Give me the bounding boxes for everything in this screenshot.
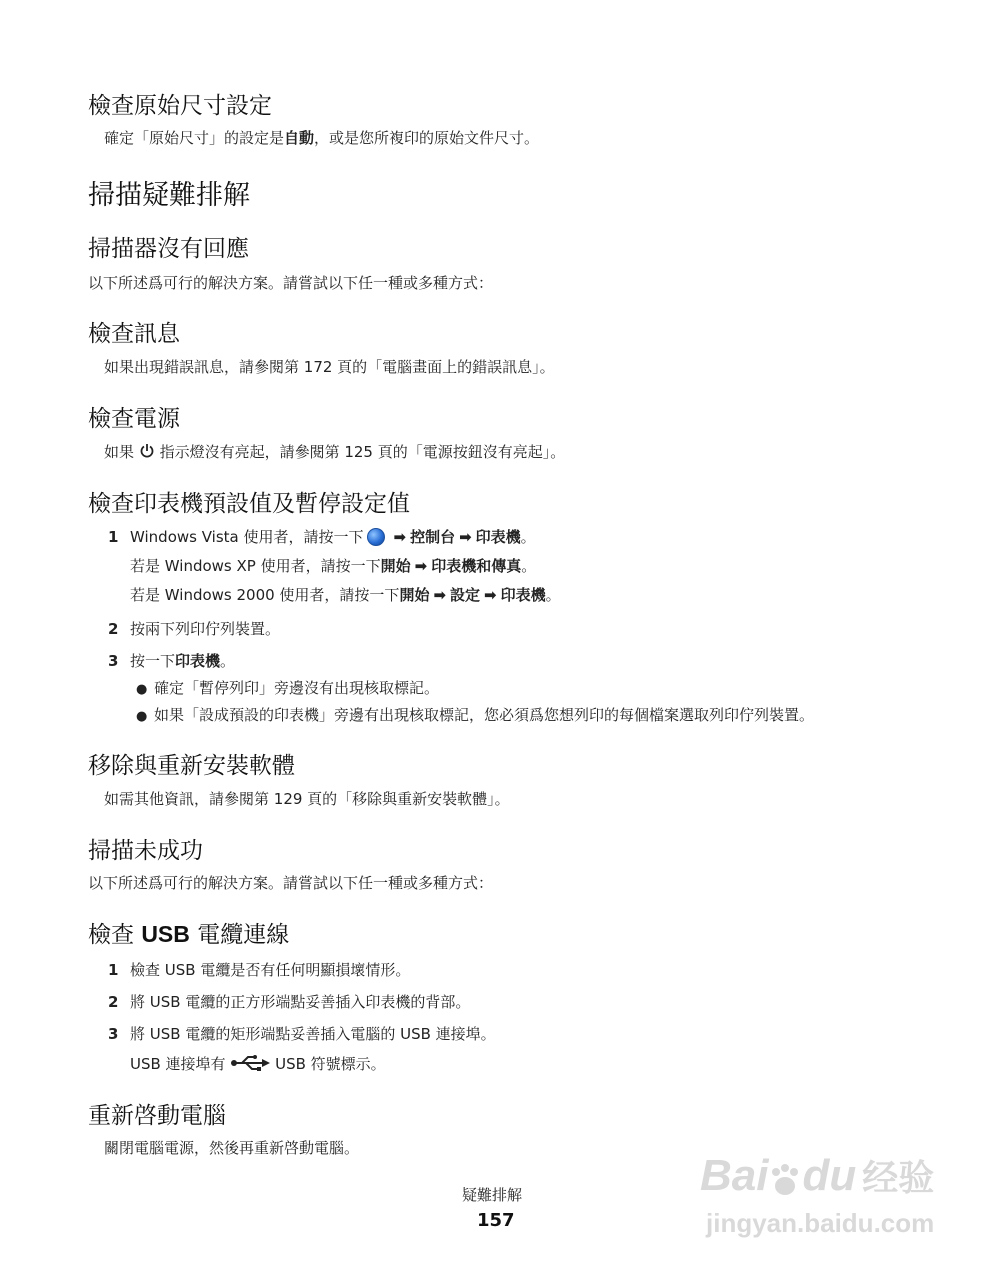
text: 檢查 USB 電纜是否有任何明顯損壞情形。	[130, 961, 411, 979]
step-1-2000	[130, 584, 561, 605]
bold-text: 印表機	[175, 652, 221, 670]
text: 確定「暫停列印」旁邊沒有出現核取標記。	[154, 679, 440, 697]
text: 。	[521, 557, 537, 575]
arrow-icon: ➡	[484, 586, 497, 604]
text: 若是 Windows XP 使用者，請按一下	[130, 557, 381, 575]
bold-text: 開始	[380, 557, 411, 575]
heading-check-original-size: 檢查原始尺寸設定	[88, 93, 272, 119]
text: 如果「設成預設的印表機」旁邊有出現核取標記，您必須爲您想列印的每個檔案選取列印佇列裝置。	[154, 706, 815, 724]
step-2	[108, 618, 280, 639]
text: USB 連接埠有	[130, 1055, 226, 1073]
text: 將 USB 電纜的正方形端點妥善插入印表機的背部。	[130, 993, 471, 1011]
text: 檢查	[88, 922, 134, 948]
footer-section-label: 疑難排解	[462, 1186, 523, 1204]
text: 。	[520, 528, 536, 546]
paragraph-original-size	[104, 127, 539, 148]
paragraph-check-messages: 如果出現錯誤訊息，請參閱第 172 頁的「電腦畫面上的錯誤訊息」。	[104, 358, 555, 376]
step-1-xp	[130, 555, 536, 576]
step-number: 2	[108, 993, 119, 1011]
arrow-icon: ➡	[433, 586, 447, 604]
step-2	[108, 991, 470, 1012]
text: Windows Vista 使用者，請按一下	[130, 528, 364, 546]
text: 。	[220, 652, 236, 670]
text: 经验	[862, 1157, 935, 1198]
bold-text: 設定	[450, 586, 481, 604]
page-number: 157	[477, 1210, 515, 1231]
heading-check-printer-defaults: 檢查印表機預設值及暫停設定值	[88, 491, 410, 517]
heading-check-usb	[88, 916, 289, 949]
text: 電纜連線	[197, 922, 290, 948]
heading-restart-computer: 重新啓動電腦	[88, 1103, 226, 1129]
bullet-icon: ●	[136, 682, 148, 697]
baidu-watermark-url: jingyan.baidu.com	[706, 1208, 935, 1238]
text: 指示燈沒有亮起，請參閱第 125 頁的「電源按鈕沒有亮起」。	[159, 443, 566, 461]
arrow-icon: ➡	[414, 557, 428, 575]
paragraph-reinstall-software: 如需其他資訊，請參閱第 129 頁的「移除與重新安裝軟體」。	[104, 790, 510, 808]
baidu-watermark-logo	[700, 1150, 934, 1204]
text: USB 符號標示。	[275, 1055, 386, 1073]
paragraph-restart-computer: 關閉電腦電源，然後再重新啓動電腦。	[104, 1139, 360, 1157]
text: USB	[141, 921, 190, 947]
step-1	[108, 526, 536, 547]
usb-icon	[230, 1055, 270, 1075]
intro-text: 以下所述爲可行的解決方案。請嘗試以下任一種或多種方式：	[88, 274, 494, 292]
bold-text: 控制台	[410, 528, 456, 546]
step-number: 2	[108, 620, 119, 638]
chapter-title: 掃描疑難排解	[88, 180, 250, 211]
text: du	[802, 1151, 857, 1200]
bullet-item	[136, 704, 814, 725]
intro-text: 以下所述爲可行的解決方案。請嘗試以下任一種或多種方式：	[88, 874, 494, 892]
step-number: 1	[108, 961, 119, 979]
heading-scan-failed: 掃描未成功	[88, 838, 203, 864]
heading-scanner-not-responding: 掃描器沒有回應	[88, 236, 249, 262]
text: 按一下	[130, 652, 176, 670]
text: 確定「原始尺寸」的設定是	[104, 129, 285, 147]
arrow-icon: ➡	[393, 528, 407, 546]
usb-symbol-note	[130, 1053, 386, 1075]
heading-reinstall-software: 移除與重新安裝軟體	[88, 753, 295, 779]
step-1	[108, 959, 410, 980]
step-number: 3	[108, 652, 119, 670]
bold-text: 開始	[399, 586, 430, 604]
arrow-icon: ➡	[459, 528, 472, 546]
text: 將 USB 電纜的矩形端點妥善插入電腦的 USB 連接埠。	[130, 1025, 496, 1043]
step-3	[108, 650, 235, 671]
power-icon	[139, 443, 155, 463]
bullet-icon: ●	[136, 709, 148, 724]
text: 按兩下列印佇列裝置。	[130, 620, 281, 638]
paw-icon	[768, 1162, 802, 1198]
text: ，或是您所複印的原始文件尺寸。	[314, 129, 540, 147]
bullet-item	[136, 677, 439, 698]
text: 。	[545, 586, 561, 604]
text: 若是 Windows 2000 使用者，請按一下	[130, 586, 400, 604]
text: 如果	[104, 443, 135, 461]
windows-start-icon	[367, 528, 385, 546]
heading-check-messages: 檢查訊息	[88, 321, 180, 347]
bold-text: 印表機和傳真	[431, 557, 522, 575]
paragraph-check-power	[104, 441, 565, 463]
step-number: 3	[108, 1025, 119, 1043]
bold-text: 印表機	[500, 586, 546, 604]
heading-check-power: 檢查電源	[88, 406, 180, 432]
step-3	[108, 1023, 496, 1044]
bold-text: 自動	[284, 129, 315, 147]
bold-text: 印表機	[475, 528, 521, 546]
text: Bai	[700, 1151, 769, 1200]
step-number: 1	[108, 528, 119, 546]
